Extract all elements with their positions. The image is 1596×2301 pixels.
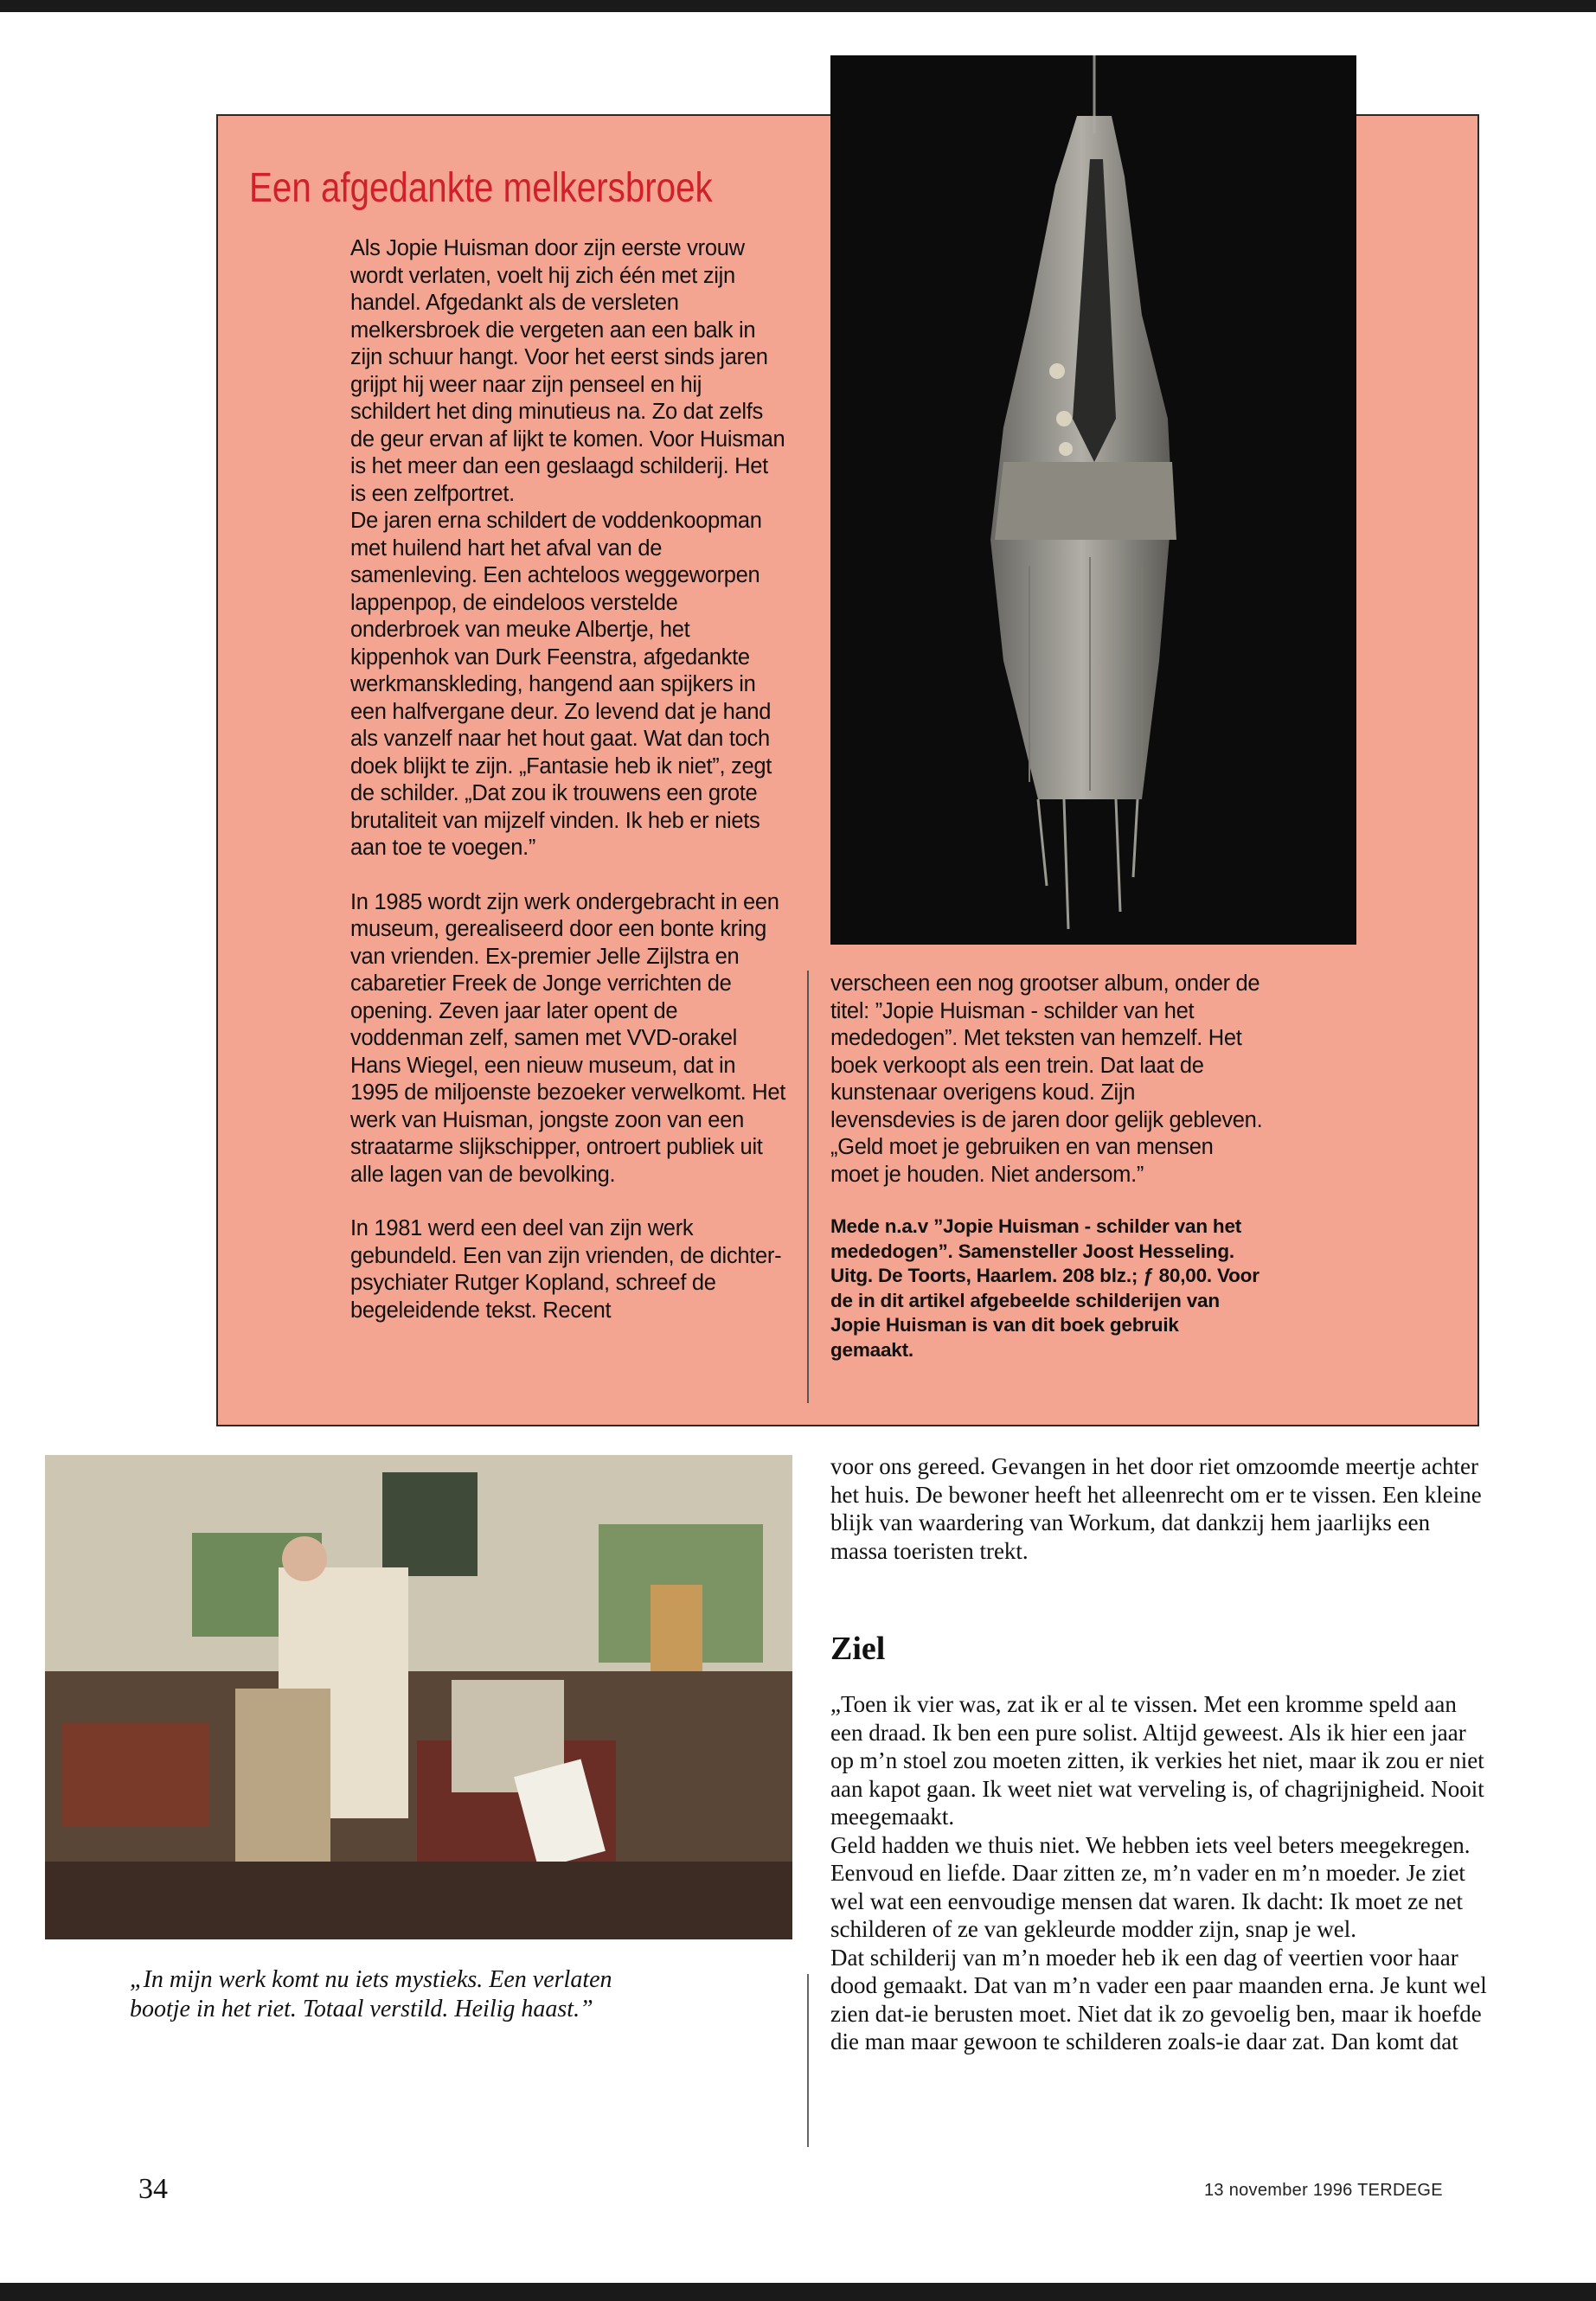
book-credits: Mede n.a.v ”Jopie Huisman - schilder van het mededogen”. Samensteller Joost Hesseling. Uitg. De Toorts, Haarlem. 208 blz.; ƒ 80,00. Voor de in dit artikel afgebeelde schilderijen van Jopie Huisman is van dit boek gebruik gemaakt. (830, 1215, 1259, 1361)
sidebar-title: Een afgedankte melkersbroek (249, 165, 713, 211)
article-body (830, 1690, 1488, 2056)
issue-date: 13 november 1996 TERDEGE (1204, 2181, 1443, 2200)
article-paragraph: „Toen ik vier was, zat ik er al te vissen. Met een kromme speld aan een draad. Ik ben een pure solist. Altijd geweest. Als ik hier een jaar op m’n stoel zou moeten zitten, ik verkies het niet, maar ik zou er niet aan kapot gaan. Ik weet niet wat verveling is, of chagrijnigheid. Nooit meegemaakt. (830, 1691, 1484, 1830)
artist-room-photo-icon (45, 1455, 792, 1939)
sidebar-column-2 (830, 971, 1263, 1362)
sidebar-column-1 (350, 235, 787, 1324)
sidebar-paragraph: De jaren erna schildert de voddenkoopman met huilend hart het afval van de samenleving. Een achteloos weggeworpen lappenpop, de eindeloos verstelde onderbroek van meuke Albertje, het kippenhok van Durk Feenstra, afgedankte werkmanskleding, hangend aan spijkers in een halfvergane deur. Zo levend dat je hand als vanzelf naar het hout gaat. Wat dan toch doek blijkt te zijn. „Fantasie heb ik niet”, zegt de schilder. „Dat zou ik trouwens een grote brutaliteit van mijzelf vinden. Ik heb er niets aan toe te voegen.” (350, 509, 772, 860)
sidebar-paragraph: Als Jopie Huisman door zijn eerste vrouw wordt verlaten, voelt hij zich één met zijn handel. Afgedankt als de versleten melkersbroek die vergeten aan een balk in zijn schuur hangt. Voor het eerst sinds jaren grijpt hij weer naar zijn penseel en hij schildert het ding minutieus na. Zo dat zelfs de geur ervan af lijkt te komen. Voor Huisman is het meer dan een geslaagd schilderij. Het is een zelfportret. (350, 236, 785, 506)
article-paragraph: voor ons gereed. Gevangen in het door riet omzoomde meertje achter het huis. De bewoner heeft het alleenrecht om er te vissen. Een kleine blijk van waardering van Workum, dat dankzij hem jaarlijks een massa toeristen trekt. (830, 1453, 1482, 1564)
article-paragraph: Geld hadden we thuis niet. We hebben iets veel beters meegekregen. Eenvoud en liefde. Daar zitten ze, m’n vader en m’n moeder. Je ziet wel wat een eenvoudige mensen dat waren. Ik dacht: Ik moet ze net schilderen of ze van gekleurde modder zijn, snap je wel. (830, 1831, 1471, 1942)
sidebar-paragraph: In 1981 werd een deel van zijn werk gebundeld. Een van zijn vrienden, de dichter-psychiater Rutger Kopland, schreef de begeleidende tekst. Recent (350, 1216, 782, 1323)
section-heading: Ziel (830, 1631, 886, 1667)
article-column (830, 1452, 1488, 1565)
column-divider (807, 1974, 809, 2147)
artist-photo (45, 1455, 792, 1939)
photo-caption: „In mijn werk komt nu iets mystieks. Een verlaten bootje in het riet. Totaal verstild. Heilig haast.” (130, 1966, 612, 2022)
page-number: 34 (138, 2173, 168, 2205)
painting-trousers-image (830, 55, 1356, 945)
article-paragraph: Dat schilderij van m’n moeder heb ik een dag of veertien voor haar dood gemaakt. Dat van m’n vader een paar maanden erna. Je kunt wel zien dat-ie berusten moet. Niet dat ik zo gevoelig ben, maar ik hoefde die man maar gewoon te schilderen zoals-ie daar zat. Dan komt dat (830, 1944, 1487, 2054)
sidebar-paragraph: verscheen een nog grootser album, onder de titel: ”Jopie Huisman - schilder van het mededogen”. Met teksten van hemzelf. Het boek verkoopt als een trein. Dat laat de kunstenaar overigens koud. Zijn levensdevies is de jaren door gelijk gebleven. „Geld moet je gebruiken en van mensen moet je houden. Niet andersom.” (830, 971, 1263, 1187)
column-divider (807, 971, 809, 1403)
trousers-painting-icon (830, 55, 1356, 945)
sidebar-paragraph: In 1985 wordt zijn werk ondergebracht in een museum, gerealiseerd door een bonte kring van vrienden. Ex-premier Jelle Zijlstra en cabaretier Freek de Jonge verrichten de opening. Zeven jaar later opent de voddenman zelf, samen met VVD-orakel Hans Wiegel, een nieuw museum, dat in 1995 de miljoenste bezoeker verwelkomt. Het werk van Huisman, jongste zoon van een straatarme slijkschipper, ontroert publiek uit alle lagen van de bevolking. (350, 889, 786, 1187)
magazine-page (0, 12, 1596, 2283)
